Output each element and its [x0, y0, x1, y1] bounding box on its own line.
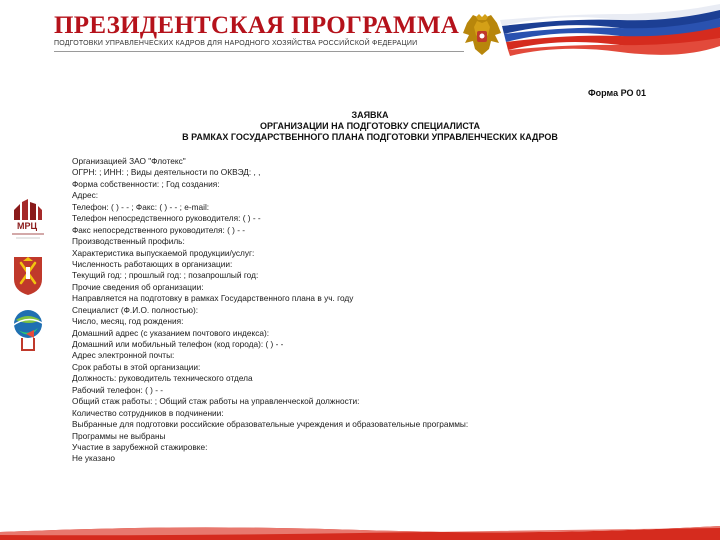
- field-training-year: Направляется на подготовку в рамках Государственного плана в уч. году: [72, 293, 354, 304]
- mrc-logo: [8, 198, 48, 246]
- field-headcount-years: Текущий год: ; прошлый год: ; позапрошлый год:: [72, 270, 259, 281]
- header-divider: [54, 51, 464, 52]
- field-position: Должность: руководитель технического отдела: [72, 373, 253, 384]
- field-ogrn-inn-okved: ОГРН: ; ИНН: ; Виды деятельности по ОКВЭД: , ,: [72, 167, 261, 178]
- field-manager-fax: Факс непосредственного руководителя: ( ) - -: [72, 224, 246, 235]
- field-experience: Общий стаж работы: ; Общий стаж работы на управленческой должности:: [72, 396, 360, 407]
- field-ownership-year: Форма собственности: ; Год создания:: [72, 178, 220, 189]
- form-code: Форма РО 01: [588, 88, 646, 98]
- saint-petersburg-emblem: [8, 253, 48, 297]
- field-headcount: Численность работающих в организации:: [72, 258, 233, 269]
- program-title: ПРЕЗИДЕНТСКАЯ ПРОГРАММА: [54, 12, 460, 39]
- field-email: Адрес электронной почты:: [72, 350, 175, 361]
- globe-logo: [8, 306, 48, 352]
- title-line: ЗАЯВКА: [351, 110, 389, 120]
- field-subordinates: Количество сотрудников в подчинении:: [72, 407, 224, 418]
- field-organization: Организацией ЗАО "Флотекс": [72, 156, 186, 166]
- field-products: Характеристика выпускаемой продукции/услуг:: [72, 247, 255, 258]
- field-address: Адрес:: [72, 190, 99, 201]
- application-fields: [72, 156, 532, 465]
- header: [0, 0, 720, 60]
- title-line: ОРГАНИЗАЦИИ НА ПОДГОТОВКУ СПЕЦИАЛИСТА: [259, 121, 481, 131]
- title-line: В РАМКАХ ГОСУДАРСТВЕННОГО ПЛАНА ПОДГОТОВКИ УПРАВЛЕНЧЕСКИХ КАДРОВ: [182, 132, 558, 142]
- russian-coat-of-arms-icon: [461, 13, 503, 57]
- field-phone-fax-email: Телефон: ( ) - - ; Факс: ( ) - - ; e-mail:: [72, 201, 210, 212]
- application-title: [130, 110, 610, 143]
- field-home-phone: Домашний или мобильный телефон (код города): ( ) - -: [72, 339, 284, 349]
- globe-logo-icon: [8, 306, 48, 352]
- field-other-info: Прочие сведения об организации:: [72, 281, 204, 292]
- field-home-address: Домашний адрес (с указанием почтового индекса):: [72, 327, 270, 338]
- field-internship: Участие в зарубежной стажировке:: [72, 441, 208, 452]
- program-subtitle: ПОДГОТОВКИ УПРАВЛЕНЧЕСКИХ КАДРОВ ДЛЯ НАРОДНОГО ХОЗЯЙСТВА РОССИЙСКОЙ ФЕДЕРАЦИИ: [54, 40, 418, 47]
- field-tenure: Срок работы в этой организации:: [72, 361, 201, 372]
- field-specialist-name: Специалист (Ф.И.О. полностью):: [72, 304, 199, 315]
- field-work-phone: Рабочий телефон: ( ) - -: [72, 384, 164, 395]
- field-programs-value: Программы не выбраны: [72, 430, 166, 441]
- saint-petersburg-emblem-icon: [8, 253, 48, 297]
- field-production-profile: Производственный профиль:: [72, 236, 185, 247]
- field-internship-value: Не указано: [72, 453, 116, 464]
- russian-flag-wave-icon: [490, 0, 720, 64]
- mrc-logo-label: МРЦ: [17, 221, 38, 231]
- field-manager-phone: Телефон непосредственного руководителя: ( ) - -: [72, 213, 261, 224]
- field-birth-date: Число, месяц, год рождения:: [72, 316, 184, 327]
- footer-bar: [0, 522, 720, 540]
- field-selected-programs: Выбранные для подготовки российские образовательные учреждения и образовательные программы:: [72, 419, 469, 430]
